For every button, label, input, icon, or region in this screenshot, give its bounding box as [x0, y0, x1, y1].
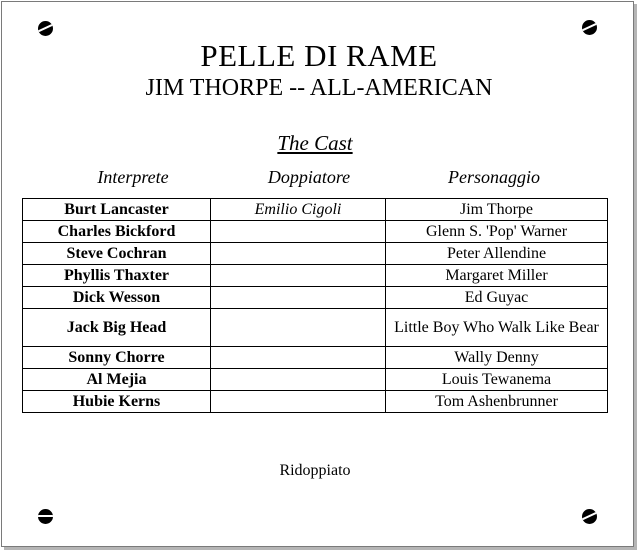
table-row — [23, 369, 608, 391]
actor-cell: Charles Bickford — [23, 221, 211, 243]
dubber-cell — [211, 309, 386, 347]
screw-top-left-icon — [38, 21, 53, 36]
screw-top-right-icon — [582, 20, 597, 35]
character-cell: Peter Allendine — [386, 243, 608, 265]
dubber-cell — [211, 287, 386, 309]
actor-cell: Phyllis Thaxter — [23, 265, 211, 287]
actor-cell: Steve Cochran — [23, 243, 211, 265]
column-header-actor: Interprete — [97, 167, 169, 187]
character-cell: Tom Ashenbrunner — [386, 391, 608, 413]
table-row — [23, 347, 608, 369]
table-row — [23, 243, 608, 265]
table-row — [23, 309, 608, 347]
dubber-cell — [211, 391, 386, 413]
character-cell: Margaret Miller — [386, 265, 608, 287]
character-cell: Wally Denny — [386, 347, 608, 369]
character-cell: Little Boy Who Walk Like Bear — [386, 309, 608, 347]
character-cell: Louis Tewanema — [386, 369, 608, 391]
table-row — [23, 265, 608, 287]
table-row — [23, 221, 608, 243]
actor-cell: Sonny Chorre — [23, 347, 211, 369]
cast-heading: The Cast — [277, 131, 353, 155]
actor-cell: Hubie Kerns — [23, 391, 211, 413]
actor-cell: Burt Lancaster — [23, 199, 211, 221]
character-cell: Glenn S. 'Pop' Warner — [386, 221, 608, 243]
screw-bottom-left-icon — [38, 509, 53, 524]
actor-cell: Al Mejia — [23, 369, 211, 391]
character-cell: Jim Thorpe — [386, 199, 608, 221]
actor-cell: Jack Big Head — [23, 309, 211, 347]
table-row — [23, 391, 608, 413]
dubber-cell — [211, 369, 386, 391]
cast-table — [22, 198, 608, 413]
dubbing-note: Ridoppiato — [279, 462, 351, 479]
actor-cell: Dick Wesson — [23, 287, 211, 309]
screw-bottom-right-icon — [582, 509, 597, 524]
film-original-title: JIM THORPE -- ALL-AMERICAN — [145, 75, 493, 101]
dubber-cell — [211, 265, 386, 287]
character-cell: Ed Guyac — [386, 287, 608, 309]
table-row — [23, 199, 608, 221]
table-row — [23, 287, 608, 309]
dubber-cell — [211, 347, 386, 369]
dubber-cell: Emilio Cigoli — [211, 199, 386, 221]
dubber-cell — [211, 221, 386, 243]
column-header-character: Personaggio — [448, 167, 540, 187]
column-header-dubber: Doppiatore — [267, 167, 351, 187]
film-title: PELLE DI RAME — [200, 38, 438, 73]
dubber-cell — [211, 243, 386, 265]
